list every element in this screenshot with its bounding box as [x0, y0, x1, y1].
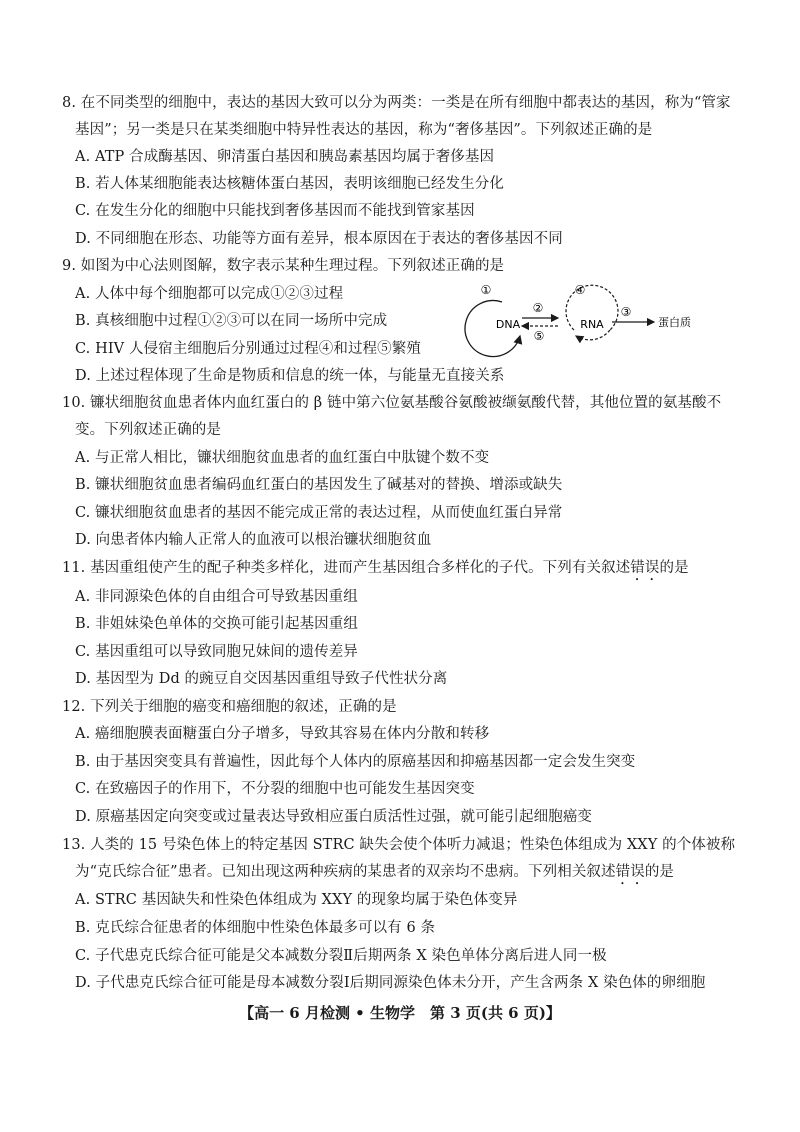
q8-stem-line2: 基因”；另一类是只在某类细胞中特异性表达的基因，称为“奢侈基因”。下列叙述正确的是	[75, 122, 653, 138]
process-number-3: ③	[620, 305, 632, 319]
q12-stem: 12. 下列关于细胞的癌变和癌细胞的叙述，正确的是	[62, 699, 397, 715]
q11-option-b: B. 非姐妹染色单体的交换可能引起基因重组	[75, 616, 358, 632]
q10-option-a: A. 与正常人相比，镰状细胞贫血患者的血红蛋白中肽键个数不变	[75, 450, 490, 466]
q13-option-c: C. 子代患克氏综合征可能是父本减数分裂Ⅱ后期两条 X 染色单体分离后进人同一极	[75, 948, 607, 964]
q12-option-b: B. 由于基因突变具有普遍性，因此每个人体内的原癌基因和抑癌基因都一定会发生突变	[75, 754, 636, 770]
q11-stem-part1: 11. 基因重组使产生的配子种类多样化，进而产生基因组合多样化的子代。下列有关叙述	[62, 560, 631, 576]
q13-stem-part2: 的是	[644, 864, 675, 880]
q9-option-c: C. HIV 人侵宿主细胞后分别通过过程④和过程⑤繁殖	[75, 341, 421, 357]
q12-option-c: C. 在致癌因子的作用下，不分裂的细胞中也可能发生基因突变	[75, 781, 475, 797]
protein-label: 蛋白质	[658, 316, 691, 329]
process-number-4: ④	[574, 283, 586, 297]
q12-option-d: D. 原癌基因定向突变或过量表达导致相应蛋白质活性过强，就可能引起细胞癌变	[75, 809, 593, 825]
q13-option-b: B. 克氏综合征患者的体细胞中性染色体最多可以有 6 条	[75, 920, 436, 936]
q10-stem-line2: 变。下列叙述正确的是	[75, 422, 221, 438]
q8-option-c: C. 在发生分化的细胞中只能找到奢侈基因而不能找到管家基因	[75, 203, 475, 219]
q11-option-d: D. 基因型为 Dd 的豌豆自交因基因重组导致子代性状分离	[75, 671, 448, 687]
process-number-1: ①	[480, 283, 492, 297]
q10-option-b: B. 镰状细胞贫血患者编码血红蛋白的基因发生了碱基对的替换、增添或缺失	[75, 477, 563, 493]
dna-label: DNA	[495, 318, 521, 331]
q13-stem-line2	[75, 862, 674, 888]
q8-option-d: D. 不同细胞在形态、功能等方面有差异，根本原因在于表达的奢侈基因不同	[75, 231, 563, 247]
q10-option-d: D. 向患者体内输人正常人的血液可以根治镰状细胞贫血	[75, 532, 432, 548]
q11-stem-part2: 的是	[659, 560, 689, 576]
q9-option-a: A. 人体中每个细胞都可以完成①②③过程	[75, 286, 344, 302]
q13-option-a: A. STRC 基因缺失和性染色体组成为 XXY 的现象均属于染色体变异	[75, 892, 518, 908]
q8-stem-line1: 8. 在不同类型的细胞中，表达的基因大致可以分为两类：一类是在所有细胞中都表达的基因，称为“管家	[62, 95, 731, 111]
q12-option-a: A. 癌细胞膜表面糖蛋白分子增多，导致其容易在体内分散和转移	[75, 726, 490, 742]
process-number-2: ②	[532, 301, 544, 315]
q9-option-d: D. 上述过程体现了生命是物质和信息的统一体，与能量无直接关系	[75, 368, 505, 384]
q11-stem	[62, 558, 689, 584]
q11-stem-emphasis: 错误	[630, 560, 660, 576]
rna-replication-loop-lower	[576, 330, 610, 340]
q9-stem: 9. 如图为中心法则图解，数字表示某种生理过程。下列叙述正确的是	[62, 258, 505, 274]
rna-label: RNA	[580, 318, 604, 331]
page-footer: 【高一 6 月检测 • 生物学 第 3 页(共 6 页)】	[239, 1004, 561, 1022]
process-number-5: ⑤	[533, 329, 545, 343]
q13-stem-line1: 13. 人类的 15 号染色体上的特定基因 STRC 缺失会使个体听力减退；性染色体组成为 XXY 的个体被称	[62, 837, 736, 853]
central-dogma-diagram	[462, 280, 702, 370]
q11-option-c: C. 基因重组可以导致同胞兄妹间的遗传差异	[75, 644, 358, 660]
q10-option-c: C. 镰状细胞贫血患者的基因不能完成正常的表达过程，从而使血红蛋白异常	[75, 505, 563, 521]
q8-option-a: A. ATP 合成酶基因、卵清蛋白基因和胰岛素基因均属于奢侈基因	[75, 149, 495, 165]
q11-option-a: A. 非同源染色体的自由组合可导致基因重组	[75, 589, 358, 605]
q10-stem-line1: 10. 镰状细胞贫血患者体内血红蛋白的 β 链中第六位氨基酸谷氨酸被缬氨酸代替，其他位置的氨基酸不	[62, 395, 722, 411]
q8-option-b: B. 若人体某细胞能表达核糖体蛋白基因，表明该细胞已经发生分化	[75, 176, 504, 192]
q13-stem-part1: 为“克氏综合征”患者。已知出现这两种疾病的某患者的双亲均不患病。下列相关叙述	[75, 864, 616, 880]
q13-stem-emphasis: 错误	[615, 864, 645, 880]
q13-option-d: D. 子代患克氏综合征可能是母本减数分裂Ⅰ后期同源染色体未分开，产生含两条 X 染色体的卵细胞	[75, 975, 706, 991]
q9-option-b: B. 真核细胞中过程①②③可以在同一场所中完成	[75, 313, 388, 329]
